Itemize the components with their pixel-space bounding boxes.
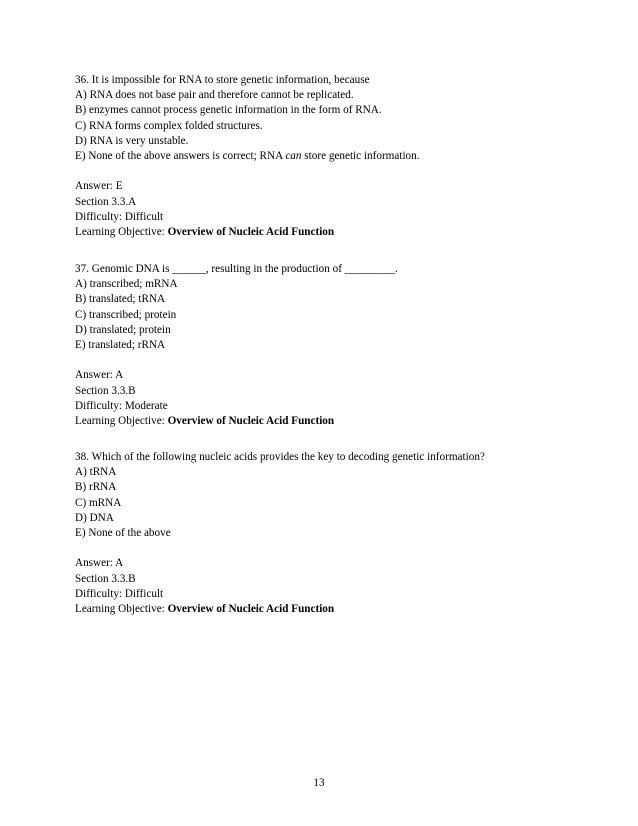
answer-option: A) RNA does not base pair and therefore cannot be replicated. (75, 89, 354, 102)
answer-option (75, 149, 595, 164)
learning-objective (75, 225, 595, 240)
section-ref: Section 3.3.B (75, 384, 136, 397)
option-text: store genetic information. (301, 149, 420, 162)
answer-option: E) translated; rRNA (75, 338, 166, 351)
difficulty: Difficulty: Difficult (75, 210, 164, 223)
lo-value: Overview of Nucleic Acid Function (167, 225, 335, 238)
lo-value: Overview of Nucleic Acid Function (167, 414, 335, 427)
answer-option: B) enzymes cannot process genetic information in the form of RNA. (75, 104, 382, 117)
answer-option: D) RNA is very unstable. (75, 134, 189, 147)
answer-option: B) translated; tRNA (75, 293, 166, 306)
answer-option: E) None of the above (75, 526, 171, 539)
page-number: 13 (313, 777, 325, 789)
learning-objective (75, 414, 595, 429)
question-stem: 37. Genomic DNA is ______, resulting in the production of _________. (75, 263, 398, 275)
answer-option: C) transcribed; protein (75, 308, 177, 321)
answer-option: A) transcribed; mRNA (75, 278, 178, 291)
answer-option: D) DNA (75, 511, 114, 524)
answer-option: D) translated; protein (75, 323, 171, 336)
lo-label: Learning Objective: (75, 602, 168, 615)
answer-option: C) RNA forms complex folded structures. (75, 119, 263, 132)
answer-key: Answer: A (75, 557, 124, 570)
answer-option: C) mRNA (75, 496, 122, 509)
learning-objective (75, 602, 595, 617)
difficulty: Difficulty: Difficult (75, 587, 164, 600)
section-ref: Section 3.3.B (75, 572, 136, 585)
question-36 (75, 73, 595, 240)
question-stem: 38. Which of the following nucleic acids provides the key to decoding genetic information? (75, 451, 485, 463)
answer-key: Answer: A (75, 369, 124, 382)
question-37 (75, 262, 595, 429)
question-stem: 36. It is impossible for RNA to store genetic information, because (75, 74, 370, 86)
answer-option: B) rRNA (75, 481, 117, 494)
lo-label: Learning Objective: (75, 225, 168, 238)
difficulty: Difficulty: Moderate (75, 399, 168, 412)
question-38 (75, 450, 595, 617)
answer-key: Answer: E (75, 180, 123, 193)
option-text: E) None of the above answers is correct; RNA (75, 149, 286, 162)
answer-option: A) tRNA (75, 466, 117, 479)
lo-label: Learning Objective: (75, 414, 168, 427)
emphasized-word: can (285, 149, 302, 162)
section-ref: Section 3.3.A (75, 195, 137, 208)
lo-value: Overview of Nucleic Acid Function (167, 602, 335, 615)
